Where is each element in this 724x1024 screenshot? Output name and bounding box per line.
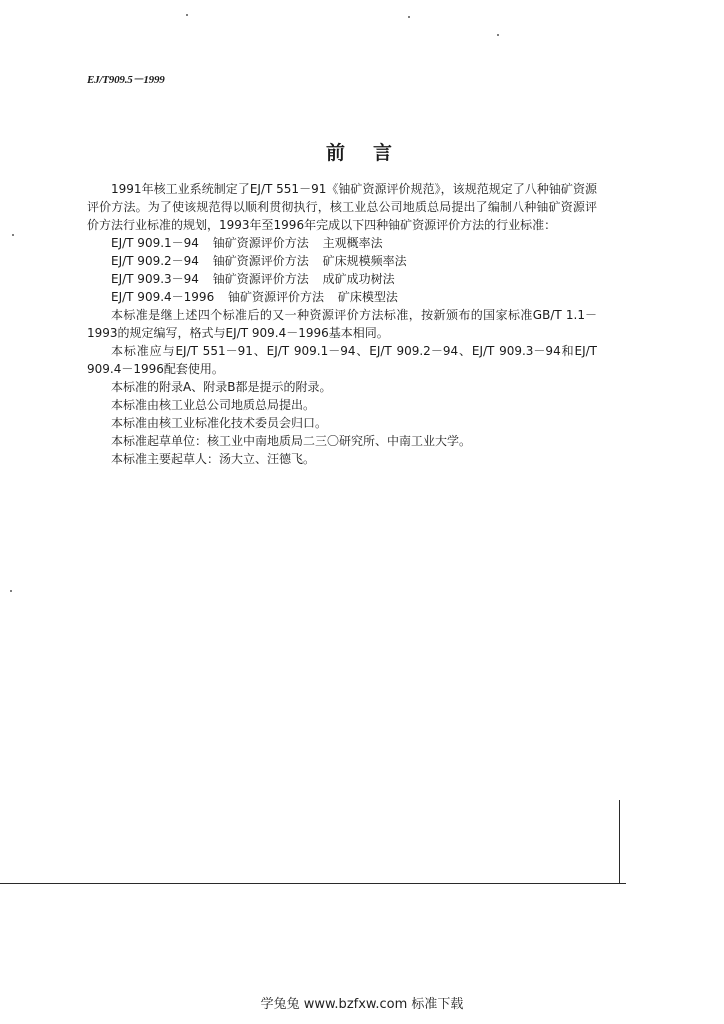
page-title: 前言 xyxy=(325,142,420,164)
standard-name: 铀矿资源评价方法 xyxy=(212,272,309,286)
standard-name: 铀矿资源评价方法 xyxy=(212,236,309,250)
list-item xyxy=(87,252,597,270)
scan-speck xyxy=(12,234,14,236)
document-code: EJ/T909.5－1999 xyxy=(87,74,165,86)
standard-name: 铀矿资源评价方法 xyxy=(228,290,325,304)
standard-method: 矿床规模频率法 xyxy=(322,254,407,268)
scan-speck xyxy=(186,14,188,16)
page-right-rule xyxy=(619,800,620,884)
footer-watermark-text: 学兔兔 www.bzfxw.com 标准下载 xyxy=(260,997,464,1012)
paragraph-proposer: 本标准由核工业总公司地质总局提出。 xyxy=(111,398,316,412)
list-item xyxy=(87,234,597,252)
foreword-body xyxy=(87,180,597,468)
page-bottom-rule xyxy=(0,883,626,884)
paragraph-drafters: 本标准主要起草人：汤大立、汪德飞。 xyxy=(111,452,316,466)
paragraph-intro: 1991年核工业系统制定了EJ/T 551－91《铀矿资源评价规范》，该规范规定了八种铀矿资源评价方法。为了使该规范得以顺利贯彻执行，核工业总公司地质总局提出了编制八种铀矿资源评价方法行业标准的规划，1993年至1996年完成以下四种铀矿资源评价方法的行业标准： xyxy=(87,182,597,232)
paragraph-usage: 本标准应与EJ/T 551－91、EJ/T 909.1－94、EJ/T 909.2－94、EJ/T 909.3－94和EJ/T 909.4－1996配套使用。 xyxy=(87,344,597,376)
scan-speck xyxy=(10,590,12,592)
paragraph-drafting-unit: 本标准起草单位：核工业中南地质局二三〇研究所、中南工业大学。 xyxy=(111,434,472,448)
paragraph-appendix: 本标准的附录A、附录B都是提示的附录。 xyxy=(111,380,332,394)
standard-method: 成矿成功树法 xyxy=(322,272,395,286)
paragraph-committee: 本标准由核工业标准化技术委员会归口。 xyxy=(111,416,328,430)
standards-list xyxy=(87,234,597,306)
list-item xyxy=(87,288,597,306)
standard-code: EJ/T 909.2－94 xyxy=(111,254,199,268)
list-item xyxy=(87,270,597,288)
standard-code: EJ/T 909.4－1996 xyxy=(111,290,215,304)
scan-speck xyxy=(408,16,410,18)
standard-name: 铀矿资源评价方法 xyxy=(212,254,309,268)
standard-method: 主观概率法 xyxy=(322,236,383,250)
standard-code: EJ/T 909.1－94 xyxy=(111,236,199,250)
scan-speck xyxy=(497,34,499,36)
standard-code: EJ/T 909.3－94 xyxy=(111,272,199,286)
standard-method: 矿床模型法 xyxy=(337,290,398,304)
paragraph-continuation: 本标准是继上述四个标准后的又一种资源评价方法标准，按新颁布的国家标准GB/T 1.1－1993的规定编写，格式与EJ/T 909.4－1996基本相同。 xyxy=(87,308,597,340)
